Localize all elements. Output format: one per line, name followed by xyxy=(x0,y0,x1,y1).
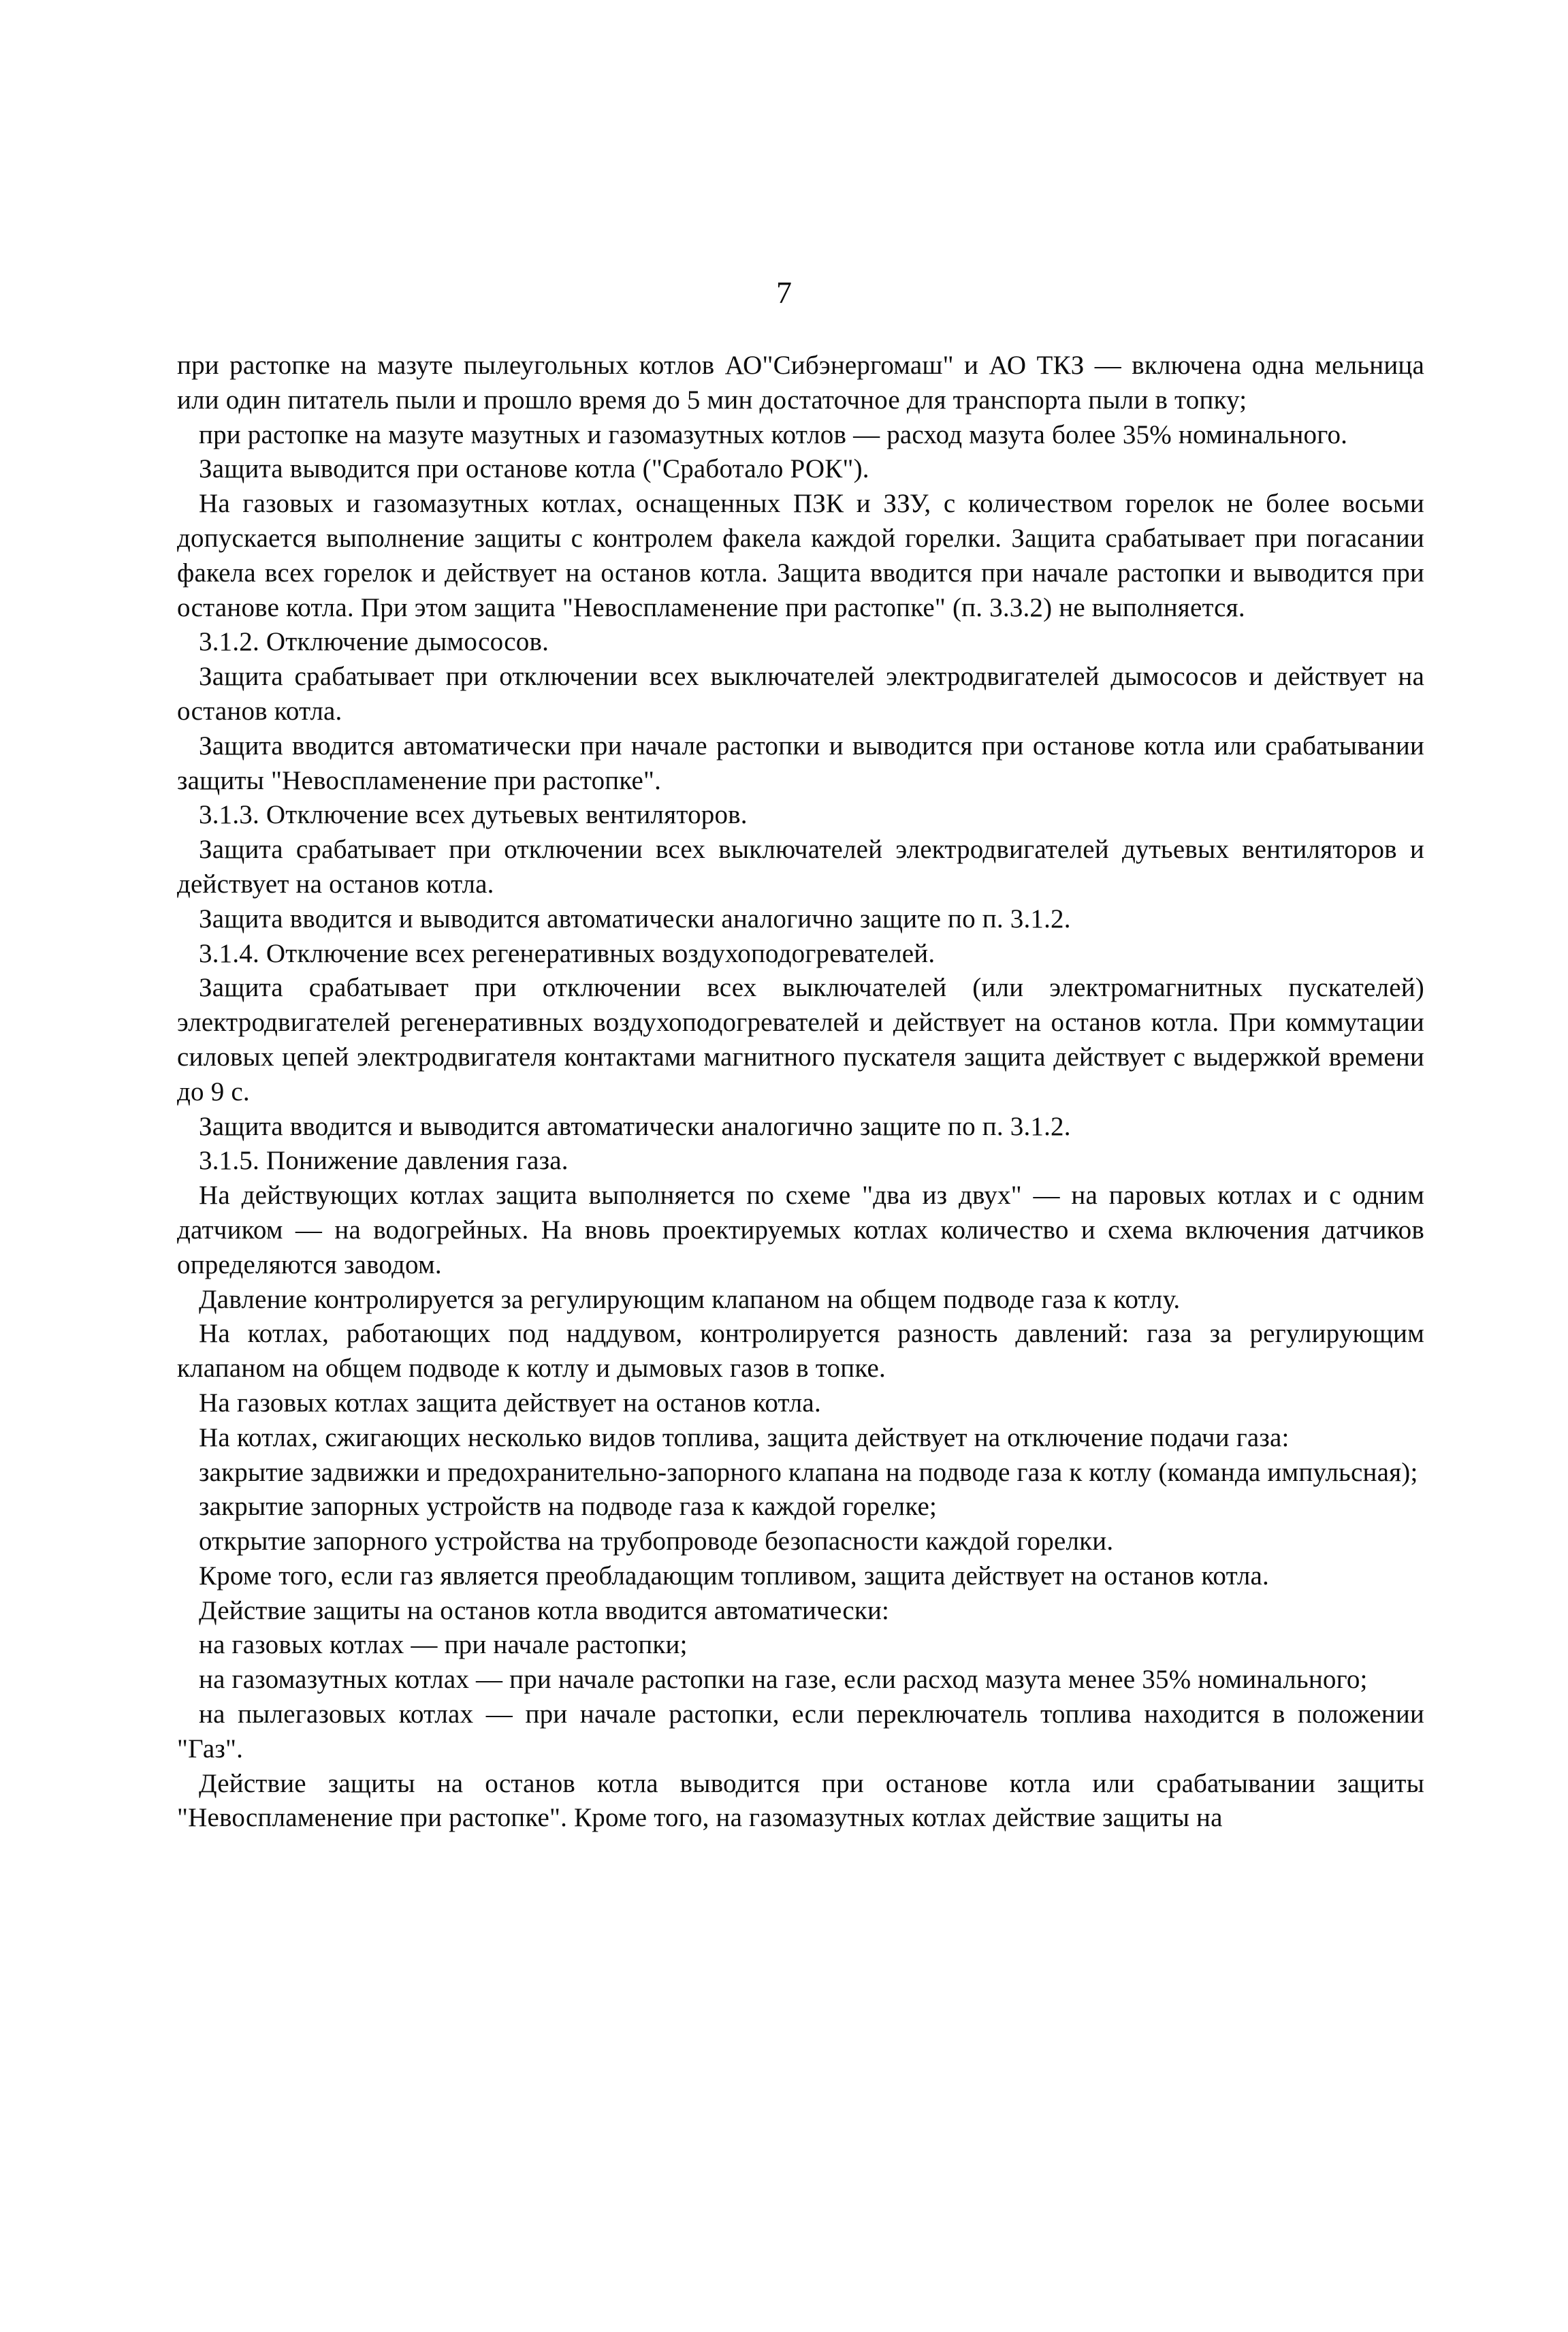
list-item: на газовых котлах — при начале растопки; xyxy=(199,1630,688,1660)
paragraph: Давление контролируется за регулирующим клапаном на общем подводе газа к котлу. xyxy=(199,1284,1181,1314)
paragraph: На газовых и газомазутных котлах, оснащенных ПЗК и ЗЗУ, с количеством горелок не более восьми допускается выполнение защиты с контролем факела каждой горелки. Защита срабатывает при погасании факела всех горелок и действует на останов котла. Защита вводится при начале растопки и выводится при останове котла. При этом защита "Невоспламенение при растопке" (п. 3.3.2) не выполняется. xyxy=(177,489,1424,622)
page-number: 7 xyxy=(776,275,792,310)
paragraph: Защита срабатывает при отключении всех выключателей (или электромагнитных пускателей) электродвигателей регенеративных воздухоподогревателей и действует на останов котла. При коммутации силовых цепей электродвигателя контактами магнитного пускателя защита действует с выдержкой времени до 9 с. xyxy=(177,973,1424,1106)
section-heading: 3.1.3. Отключение всех дутьевых вентиляторов. xyxy=(199,800,748,830)
section-heading: 3.1.2. Отключение дымососов. xyxy=(199,627,549,657)
paragraph: Защита вводится автоматически при начале растопки и выводится при останове котла или срабатывании защиты "Невоспламенение при растопке". xyxy=(177,731,1424,795)
paragraph: при растопке на мазуте пылеугольных котлов АО"Сибэнергомаш" и АО ТКЗ — включена одна мельница или один питатель пыли и прошло время до 5 мин достаточное для транспорта пыли в топку; xyxy=(177,351,1424,415)
section-heading: 3.1.5. Понижение давления газа. xyxy=(199,1146,569,1176)
section-heading: 3.1.4. Отключение всех регенеративных воздухоподогревателей. xyxy=(199,938,935,968)
list-item: закрытие запорных устройств на подводе газа к каждой горелке; xyxy=(199,1492,938,1522)
paragraph: На котлах, работающих под наддувом, контролируется разность давлений: газа за регулирующим клапаном на общем подводе к котлу и дымовых газов в топке. xyxy=(177,1319,1424,1384)
paragraph: при растопке на мазуте мазутных и газомазутных котлов — расход мазута более 35% номинального. xyxy=(199,419,1348,449)
list-item: открытие запорного устройства на трубопроводе безопасности каждой горелки. xyxy=(199,1527,1114,1556)
paragraph: Действие защиты на останов котла вводится автоматически: xyxy=(199,1595,890,1625)
paragraph: Кроме того, если газ является преобладающим топливом, защита действует на останов котла. xyxy=(199,1561,1270,1591)
body-text xyxy=(177,349,1424,1836)
paragraph: Защита вводится и выводится автоматически аналогично защите по п. 3.1.2. xyxy=(199,904,1071,933)
paragraph: На газовых котлах защита действует на останов котла. xyxy=(199,1388,821,1418)
paragraph: Действие защиты на останов котла выводится при останове котла или срабатывании защиты "Невоспламенение при растопке". Кроме того, на газомазутных котлах действие защиты на xyxy=(177,1768,1424,1833)
list-item: на пылегазовых котлах — при начале растопки, если переключатель топлива находится в положении "Газ". xyxy=(177,1699,1424,1763)
paragraph: Защита выводится при останове котла ("Сработало РОК"). xyxy=(199,454,869,484)
list-item: на газомазутных котлах — при начале растопки на газе, если расход мазута менее 35% номинального; xyxy=(199,1665,1368,1695)
paragraph: Защита срабатывает при отключении всех выключателей электродвигателей дутьевых вентиляторов и действует на останов котла. xyxy=(177,835,1424,899)
list-item: закрытие задвижки и предохранительно-запорного клапана на подводе газа к котлу (команда импульсная); xyxy=(199,1457,1418,1487)
paragraph: Защита срабатывает при отключении всех выключателей электродвигателей дымососов и действует на останов котла. xyxy=(177,662,1424,726)
paragraph: На действующих котлах защита выполняется по схеме "два из двух" — на паровых котлах и с одним датчиком — на водогрейных. На вновь проектируемых котлах количество и схема включения датчиков определяются заводом. xyxy=(177,1181,1424,1279)
paragraph: На котлах, сжигающих несколько видов топлива, защита действует на отключение подачи газа: xyxy=(199,1422,1290,1452)
paragraph: Защита вводится и выводится автоматически аналогично защите по п. 3.1.2. xyxy=(199,1111,1071,1141)
